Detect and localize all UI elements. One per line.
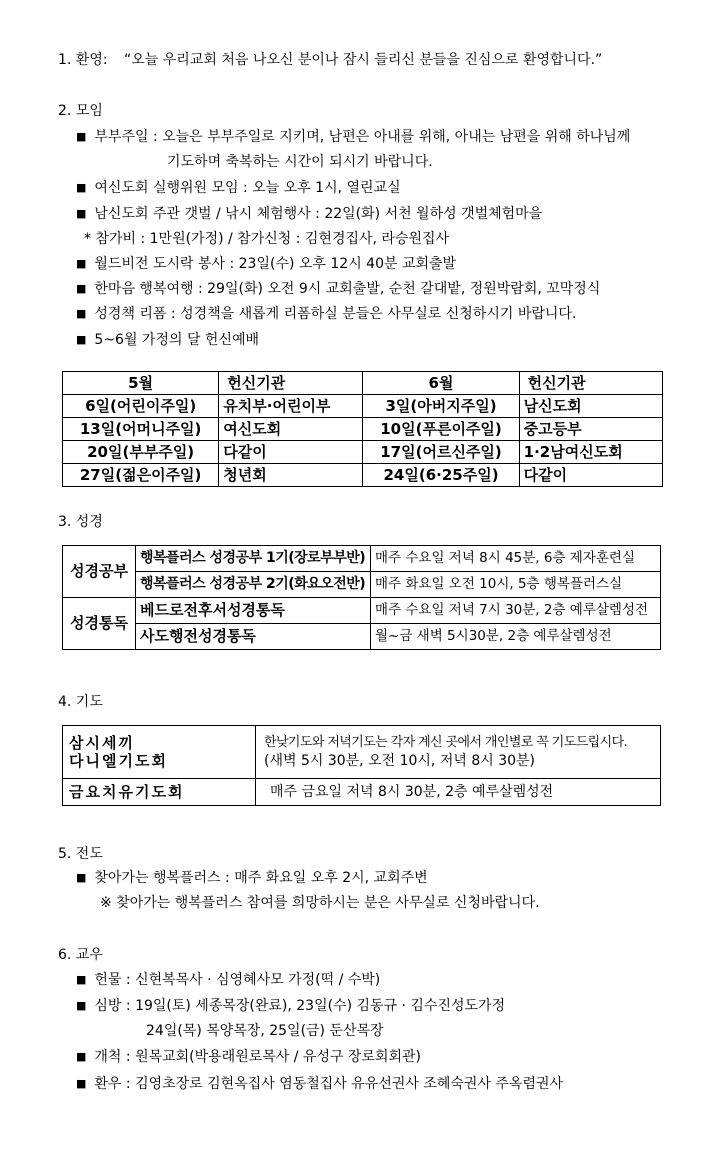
prayer-title: 4. 기도 bbox=[58, 694, 103, 710]
evangelism-item: ■ 찾아가는 행복플러스 : 매주 화요일 오후 2시, 교회주변 bbox=[76, 868, 428, 889]
table-row bbox=[63, 726, 661, 779]
prayer-table bbox=[62, 725, 661, 806]
table-cell: 여신도회 bbox=[219, 418, 363, 441]
members-title: 6. 교우 bbox=[58, 947, 103, 963]
members-item: ■ 환우 : 김영초장로 김현옥집사 염동철집사 유유선권사 조혜숙권사 주옥렴권사 bbox=[76, 1074, 563, 1095]
program-name: 행복플러스 성경공부 1기(장로부부반) bbox=[136, 546, 371, 572]
bible-title: 3. 성경 bbox=[58, 514, 103, 530]
evangelism-note: ※ 찾아가는 행복플러스 참여를 희망하시는 분은 사무실로 신청바랍니다. bbox=[100, 895, 540, 911]
prayer-desc: 매주 금요일 저녁 8시 30분, 2층 예루살렘성전 bbox=[256, 779, 661, 806]
table-header: 5월 bbox=[63, 372, 219, 395]
meeting-item: ■ 남신도회 주관 갯벌 / 낚시 체험행사 : 22일(화) 서천 월하성 갯벌체험마을 bbox=[76, 204, 542, 225]
table-cell: 다같이 bbox=[219, 441, 363, 464]
dedication-schedule-table bbox=[62, 371, 663, 487]
meeting-item: ■ 월드비전 도시락 봉사 : 23일(수) 오후 12시 40분 교회출발 bbox=[76, 254, 456, 275]
meeting-item: ■ 5~6월 가정의 달 헌신예배 bbox=[76, 330, 259, 351]
members-item-continued: 24일(목) 목양목장, 25일(금) 둔산목장 bbox=[146, 1023, 384, 1039]
prayer-desc-line: (새벽 5시 30분, 오전 10시, 저녁 8시 30분) bbox=[264, 753, 535, 769]
program-time: 매주 화요일 오전 10시, 5층 행복플러스실 bbox=[371, 572, 661, 598]
table-row bbox=[63, 441, 663, 464]
members-item: ■ 개척 : 원목교회(박용래원로목사 / 유성구 장로회회관) bbox=[76, 1047, 421, 1068]
group-label: 성경공부 bbox=[63, 546, 136, 598]
table-cell: 유치부·어린이부 bbox=[219, 395, 363, 418]
table-cell: 청년회 bbox=[219, 464, 363, 487]
table-cell: 남신도회 bbox=[519, 395, 662, 418]
table-row bbox=[63, 546, 661, 572]
program-name: 베드로전후서성경통독 bbox=[136, 598, 371, 624]
meeting-item: ■ 여신도회 실행위원 모임 : 오늘 오후 1시, 열린교실 bbox=[76, 178, 401, 199]
table-cell: 3일(아버지주일) bbox=[363, 395, 519, 418]
table-row bbox=[63, 624, 661, 650]
table-row bbox=[63, 779, 661, 806]
meeting-item-note: * 참가비 : 1만원(가정) / 참가신청 : 김현경집사, 라승원집사 bbox=[84, 231, 450, 247]
evangelism-title: 5. 전도 bbox=[58, 846, 103, 862]
table-cell: 27일(젊은이주일) bbox=[63, 464, 219, 487]
table-header-row bbox=[63, 372, 663, 395]
prayer-name: 금요치유기도회 bbox=[63, 779, 256, 806]
table-header: 헌신기관 bbox=[519, 372, 662, 395]
table-row bbox=[63, 464, 663, 487]
meeting-item: ■ 한마음 행복여행 : 29일(화) 오전 9시 교회출발, 순천 갈대밭, 정원박람회, 꼬막정식 bbox=[76, 279, 600, 300]
members-item: ■ 심방 : 19일(토) 세종목장(완료), 23일(수) 김동규 · 김수진성도가정 bbox=[76, 996, 505, 1017]
prayer-name-line: 다니엘기도회 bbox=[69, 752, 168, 770]
table-header: 6월 bbox=[363, 372, 519, 395]
meeting-title: 2. 모임 bbox=[58, 103, 103, 119]
table-cell: 20일(부부주일) bbox=[63, 441, 219, 464]
table-row bbox=[63, 572, 661, 598]
group-label: 성경통독 bbox=[63, 598, 136, 650]
program-time: 월~금 새벽 5시30분, 2층 예루살렘성전 bbox=[371, 624, 661, 650]
table-header: 헌신기관 bbox=[219, 372, 363, 395]
program-time: 매주 수요일 저녁 7시 30분, 2층 예루살렘성전 bbox=[371, 598, 661, 624]
prayer-desc bbox=[256, 726, 661, 779]
meeting-item: ■ 부부주일 : 오늘은 부부주일로 지키며, 남편은 아내를 위해, 아내는 남편을 위해 하나님께 bbox=[76, 127, 630, 148]
welcome-section bbox=[58, 50, 602, 70]
program-name: 사도행전성경통독 bbox=[136, 624, 371, 650]
program-time: 매주 수요일 저녁 8시 45분, 6층 제자훈련실 bbox=[371, 546, 661, 572]
welcome-text: “오늘 우리교회 처음 나오신 분이나 잠시 들리신 분들을 진심으로 환영합니다.” bbox=[124, 52, 603, 68]
table-cell: 17일(어르신주일) bbox=[363, 441, 519, 464]
table-row bbox=[63, 598, 661, 624]
meeting-item: ■ 성경책 리폼 : 성경책을 새롭게 리폼하실 분들은 사무실로 신청하시기 바랍니다. bbox=[76, 304, 576, 325]
meeting-item-continued: 기도하며 축복하는 시간이 되시기 바랍니다. bbox=[167, 154, 433, 170]
table-cell: 중고등부 bbox=[519, 418, 662, 441]
bible-study-table bbox=[62, 545, 661, 650]
table-cell: 1·2남여신도회 bbox=[519, 441, 662, 464]
prayer-name-line: 삼시세끼 bbox=[69, 734, 135, 752]
welcome-title: 1. 환영: bbox=[58, 52, 108, 68]
table-cell: 10일(푸른이주일) bbox=[363, 418, 519, 441]
table-cell: 6일(어린이주일) bbox=[63, 395, 219, 418]
members-item: ■ 헌물 : 신현복목사 · 심영혜사모 가정(떡 / 수박) bbox=[76, 970, 380, 991]
table-cell: 13일(어머니주일) bbox=[63, 418, 219, 441]
table-row bbox=[63, 418, 663, 441]
table-cell: 24일(6·25주일) bbox=[363, 464, 519, 487]
prayer-desc-line: 한낮기도와 저녁기도는 각자 계신 곳에서 개인별로 꼭 기도드립시다. bbox=[264, 735, 628, 750]
prayer-name bbox=[63, 726, 256, 779]
table-cell: 다같이 bbox=[519, 464, 662, 487]
table-row bbox=[63, 395, 663, 418]
program-name: 행복플러스 성경공부 2기(화요오전반) bbox=[136, 572, 371, 598]
